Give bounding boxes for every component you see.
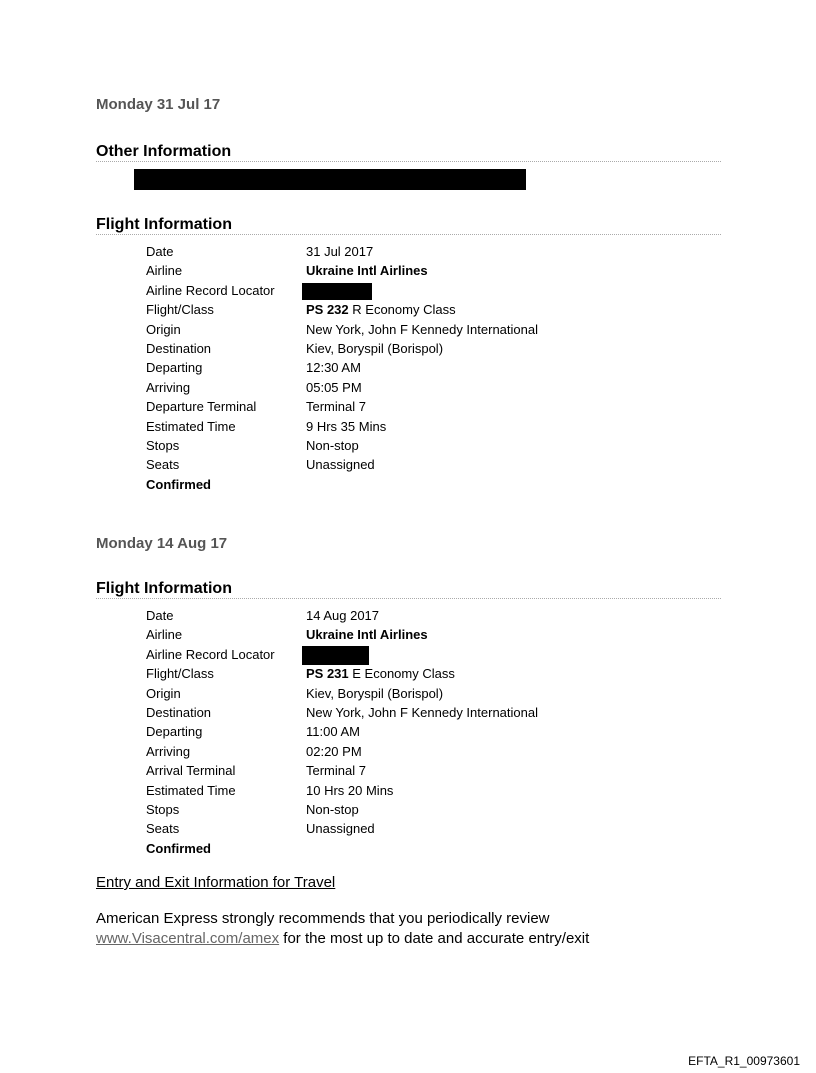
departing-value: 12:30 AM <box>306 360 361 376</box>
terminal-value: Terminal 7 <box>306 763 366 779</box>
origin-value: Kiev, Boryspil (Borispol) <box>306 685 444 701</box>
arriving-value: 02:20 PM <box>306 743 362 759</box>
locator-redaction <box>302 283 372 300</box>
date-label: Date <box>146 244 174 259</box>
flight-number: PS 232 <box>306 302 349 318</box>
airline-label: Airline <box>146 627 183 643</box>
origin-value: New York, John F Kennedy International <box>306 321 538 337</box>
seats-value: Unassigned <box>306 821 375 837</box>
airline-value: Ukraine Intl Airlines <box>306 263 428 279</box>
stops-label: Stops <box>146 438 180 453</box>
visacentral-link[interactable]: www.Visacentral.com/amex <box>96 930 280 947</box>
origin-label: Origin <box>146 685 181 701</box>
flight-class-text: R Economy Class <box>348 302 456 318</box>
flight-number: PS 231 <box>306 666 349 682</box>
seats-value: Unassigned <box>306 457 375 473</box>
airline-value: Ukraine Intl Airlines <box>306 627 428 643</box>
paragraph-line-2 <box>96 929 736 949</box>
airline-label: Airline <box>146 263 183 279</box>
date-value: 14 Aug 2017 <box>306 608 380 623</box>
stops-value: Non-stop <box>306 438 359 453</box>
terminal-label: Departure Terminal <box>146 399 257 415</box>
departing-value: 11:00 AM <box>306 724 360 740</box>
day-heading-2: Monday 14 Aug 17 <box>96 535 228 552</box>
flight-class-value <box>306 300 456 319</box>
flight-class-label: Flight/Class <box>146 302 214 318</box>
locator-label: Airline Record Locator <box>146 282 275 298</box>
terminal-label: Arrival Terminal <box>146 763 236 779</box>
date-label: Date <box>146 608 174 623</box>
paragraph-line-1: American Express strongly recommends that you periodically review <box>96 910 550 927</box>
estimated-value: 10 Hrs 20 Mins <box>306 782 394 798</box>
flight-class-text: E Economy Class <box>348 666 455 682</box>
departing-label: Departing <box>146 724 203 740</box>
flight-class-label: Flight/Class <box>146 666 214 682</box>
destination-label: Destination <box>146 705 212 720</box>
entry-exit-paragraph <box>96 909 736 949</box>
status-confirmed: Confirmed <box>146 840 211 856</box>
terminal-value: Terminal 7 <box>306 399 366 415</box>
seats-label: Seats <box>146 457 180 473</box>
estimated-label: Estimated Time <box>146 782 236 798</box>
document-id: EFTA_R1_00973601 <box>688 1054 800 1068</box>
destination-value: New York, John F Kennedy International <box>306 705 538 720</box>
status-confirmed: Confirmed <box>146 476 211 492</box>
day-heading-1: Monday 31 Jul 17 <box>96 96 221 113</box>
stops-label: Stops <box>146 802 180 817</box>
departing-label: Departing <box>146 360 203 376</box>
flight-class-value <box>306 664 455 683</box>
locator-label: Airline Record Locator <box>146 646 275 662</box>
flight-information-heading-1: Flight Information <box>96 215 721 235</box>
destination-value: Kiev, Boryspil (Borispol) <box>306 341 444 356</box>
other-information-heading: Other Information <box>96 142 721 162</box>
arriving-label: Arriving <box>146 379 191 395</box>
date-value: 31 Jul 2017 <box>306 244 374 259</box>
seats-label: Seats <box>146 821 180 837</box>
arriving-value: 05:05 PM <box>306 379 362 395</box>
paragraph-line-2-rest: for the most up to date and accurate entry/exit <box>279 930 590 947</box>
stops-value: Non-stop <box>306 802 359 817</box>
arriving-label: Arriving <box>146 743 191 759</box>
origin-label: Origin <box>146 321 181 337</box>
locator-redaction <box>302 646 369 665</box>
entry-exit-heading[interactable]: Entry and Exit Information for Travel <box>96 874 336 891</box>
estimated-label: Estimated Time <box>146 418 236 434</box>
redaction-bar <box>134 169 526 190</box>
estimated-value: 9 Hrs 35 Mins <box>306 418 387 434</box>
flight-information-heading-2: Flight Information <box>96 579 721 599</box>
destination-label: Destination <box>146 341 212 356</box>
